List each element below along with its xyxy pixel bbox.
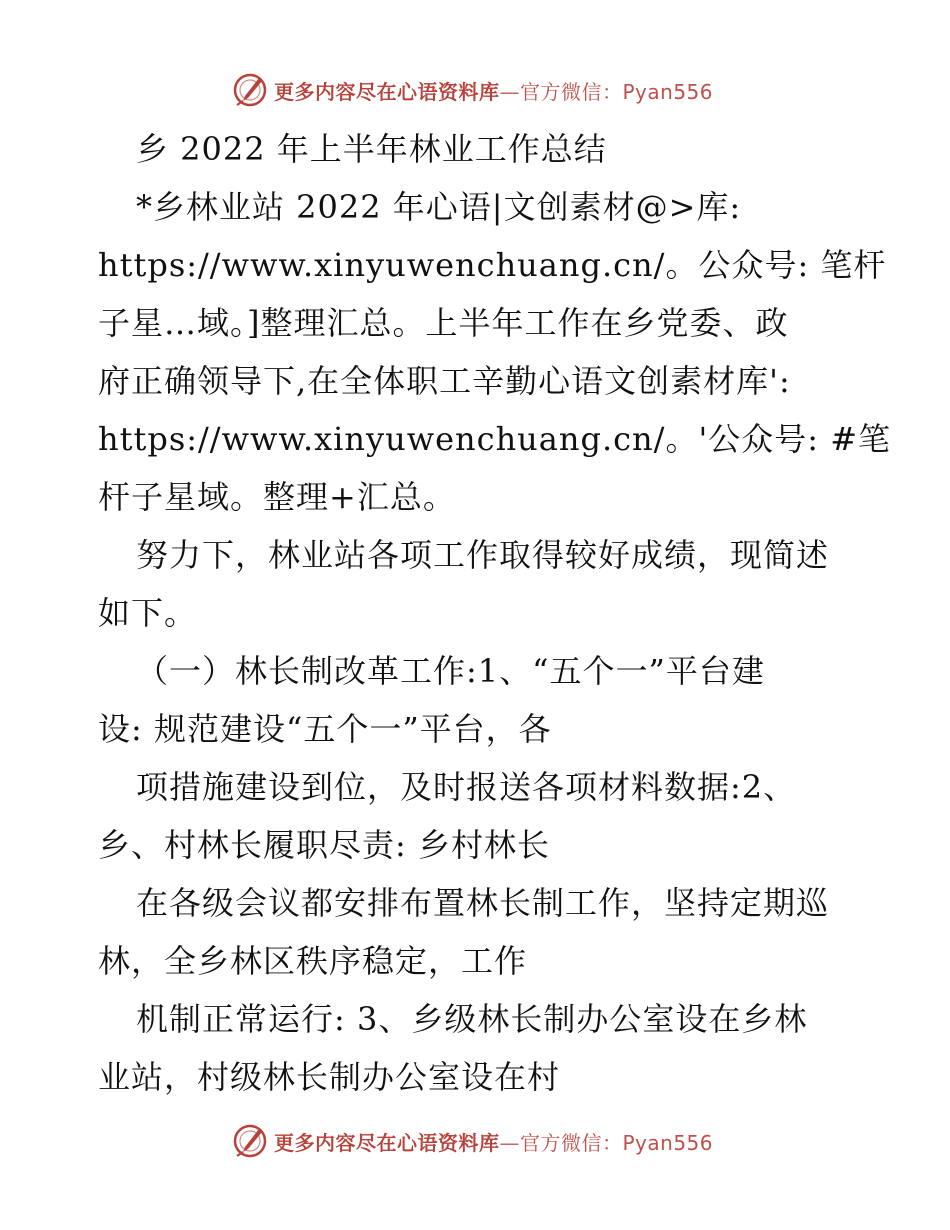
paragraph-line: 乡、村林长履职尽责: 乡村林长 xyxy=(98,826,550,864)
banner-contact-value: Pyan556 xyxy=(622,1130,714,1155)
paragraph-line: 子星…域。]整理汇总。上半年工作在乡党委、政 xyxy=(98,304,789,342)
banner-contact-value: Pyan556 xyxy=(622,79,714,104)
banner-contact-label: 官方微信： xyxy=(520,79,623,104)
banner-brand: 更多内容尽在心语资料库 xyxy=(274,79,500,104)
banner-dash: — xyxy=(499,79,520,104)
banner-contact-label: 官方微信： xyxy=(520,1130,623,1155)
quill-logo-icon xyxy=(232,72,268,108)
paragraph-line: 设: 规范建设“五个一”平台，各 xyxy=(98,710,552,748)
document-title: 乡 2022 年上半年林业工作总结 xyxy=(136,130,607,168)
banner-brand: 更多内容尽在心语资料库 xyxy=(274,1130,500,1155)
banner-text xyxy=(274,76,713,105)
paragraph-line: https://www.xinyuwenchuang.cn/。公众号: 笔杆 xyxy=(98,246,887,284)
paragraph-line: 项措施建设到位，及时报送各项材料数据:2、 xyxy=(136,768,797,806)
paragraph-line: 杆子星域。整理+汇总。 xyxy=(98,478,456,516)
section-heading-line: （一）林长制改革工作:1、“五个一”平台建 xyxy=(136,652,765,690)
quill-logo-icon xyxy=(232,1123,268,1159)
banner-dash: — xyxy=(499,1130,520,1155)
paragraph-line: https://www.xinyuwenchuang.cn/。'公众号: #笔 xyxy=(98,420,892,458)
paragraph-line: 如下。 xyxy=(98,594,198,632)
paragraph-line: 在各级会议都安排布置林长制工作，坚持定期巡 xyxy=(136,884,830,922)
banner-text xyxy=(274,1127,713,1156)
paragraph-line: *乡林业站 2022 年心语|文创素材@>库: xyxy=(136,188,742,226)
paragraph-line: 努力下，林业站各项工作取得较好成绩，现简述 xyxy=(136,536,830,574)
paragraph-line: 业站，村级林长制办公室设在村 xyxy=(98,1058,561,1096)
paragraph-line: 林，全乡林区秩序稳定，工作 xyxy=(98,942,528,980)
paragraph-line: 府正确领导下,在全体职工辛勤心语文创素材库': xyxy=(98,362,791,400)
footer-banner xyxy=(232,1123,713,1159)
paragraph-line: 机制正常运行: 3、乡级林长制办公室设在乡林 xyxy=(136,1000,808,1038)
header-banner xyxy=(232,72,713,108)
